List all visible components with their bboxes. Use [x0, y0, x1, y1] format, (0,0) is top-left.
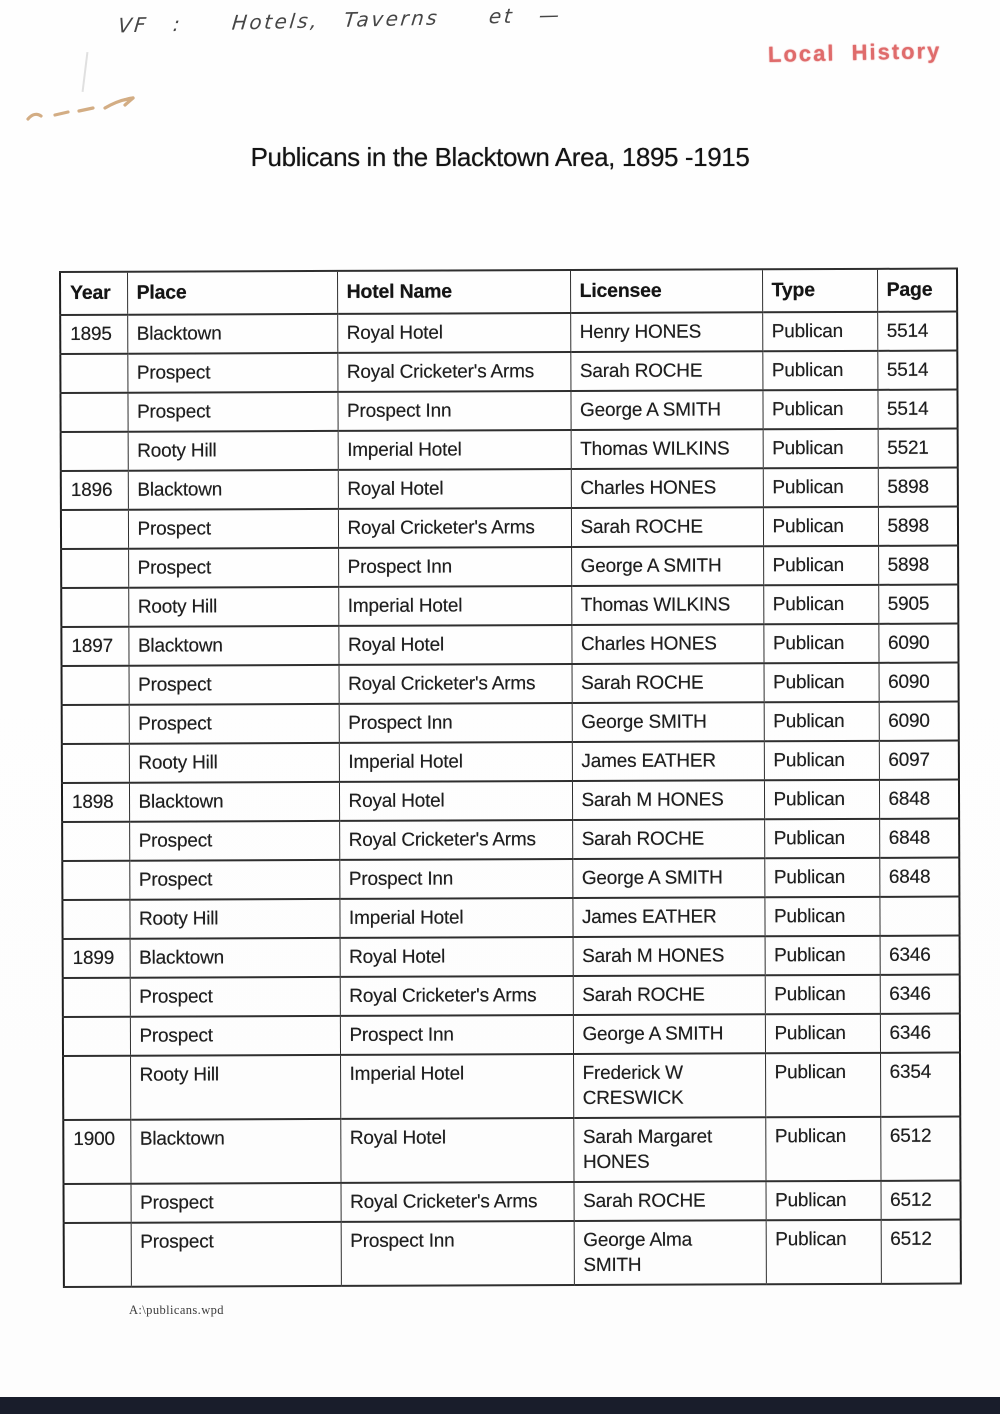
- cell-place: Prospect: [130, 977, 340, 1017]
- cell-page: 6512: [880, 1117, 960, 1181]
- cell-page: 5898: [878, 507, 958, 546]
- cell-type: Publican: [762, 390, 877, 429]
- cell-page: 6848: [879, 780, 959, 819]
- cell-place: Blacktown: [127, 314, 337, 354]
- cell-licensee: Sarah ROCHE: [572, 819, 764, 859]
- table-row: [63, 975, 960, 1017]
- cell-place: Prospect: [128, 548, 338, 588]
- cell-place: Prospect: [131, 1183, 341, 1223]
- cell-place: Prospect: [129, 860, 339, 900]
- pencil-squiggle-mark: [22, 88, 154, 132]
- cell-place: Prospect: [129, 704, 339, 744]
- cell-hotel: Imperial Hotel: [340, 1054, 573, 1119]
- cell-type: Publican: [764, 858, 879, 897]
- cell-hotel: Prospect Inn: [339, 703, 572, 743]
- col-header-hotel: Hotel Name: [337, 270, 570, 314]
- cell-page: 6346: [880, 1014, 960, 1053]
- table-body: [60, 312, 961, 1287]
- table-row: [64, 1181, 961, 1223]
- cell-licensee: Sarah M HONES: [573, 936, 765, 976]
- cell-hotel: Royal Cricketer's Arms: [339, 820, 572, 860]
- cell-type: Publican: [765, 975, 880, 1014]
- cell-place: Prospect: [129, 821, 339, 861]
- table-row: [63, 1014, 960, 1056]
- cell-page: 5521: [878, 429, 958, 468]
- table-row: [61, 429, 958, 471]
- table-row: [62, 858, 959, 900]
- cell-type: Publican: [764, 702, 879, 741]
- cell-licensee: Sarah M HONES: [572, 780, 764, 820]
- cell-licensee: Frederick W CRESWICK: [573, 1053, 765, 1118]
- cell-year: [61, 432, 128, 471]
- cell-type: Publican: [762, 351, 877, 390]
- cell-year: 1900: [63, 1120, 130, 1184]
- cell-place: Rooty Hill: [128, 587, 338, 627]
- cell-year: [63, 978, 130, 1017]
- col-header-type: Type: [762, 269, 877, 312]
- cell-licensee: Thomas WILKINS: [571, 429, 763, 469]
- col-header-licensee: Licensee: [570, 269, 762, 313]
- cell-place: Blacktown: [129, 782, 339, 822]
- cell-page: 5898: [878, 468, 958, 507]
- cell-year: [62, 822, 129, 861]
- cell-licensee: James EATHER: [572, 897, 764, 937]
- cell-year: [61, 588, 128, 627]
- cell-licensee: Sarah ROCHE: [570, 351, 762, 391]
- cell-type: Publican: [764, 780, 879, 819]
- publicans-table: [59, 268, 962, 1288]
- cell-year: [60, 354, 127, 393]
- table-row: [62, 741, 959, 783]
- cell-page: 6346: [880, 975, 960, 1014]
- cell-page: 6346: [880, 936, 960, 975]
- cell-hotel: Prospect Inn: [339, 859, 572, 899]
- table-row: [63, 936, 960, 978]
- cell-year: [62, 861, 129, 900]
- cell-hotel: Royal Hotel: [340, 937, 573, 977]
- cell-place: Rooty Hill: [129, 899, 339, 939]
- cell-page: 6090: [879, 702, 959, 741]
- table-row: [60, 312, 957, 354]
- cell-place: Prospect: [127, 392, 337, 432]
- cell-type: Publican: [764, 897, 879, 936]
- cell-type: Publican: [766, 1220, 881, 1284]
- cell-year: [61, 510, 128, 549]
- cell-place: Blacktown: [130, 938, 340, 978]
- cell-page: [879, 897, 959, 936]
- cell-place: Rooty Hill: [128, 431, 338, 471]
- table-row: [63, 1053, 960, 1120]
- cell-type: Publican: [763, 429, 878, 468]
- cell-year: [62, 666, 129, 705]
- table-row: [61, 624, 958, 666]
- cell-place: Prospect: [129, 665, 339, 705]
- page-title: Publicans in the Blacktown Area, 1895 -1915: [250, 142, 750, 172]
- cell-hotel: Royal Cricketer's Arms: [339, 664, 572, 704]
- cell-place: Prospect: [131, 1222, 341, 1287]
- cell-page: 6354: [880, 1053, 960, 1117]
- cell-licensee: Sarah ROCHE: [571, 507, 763, 547]
- cell-year: 1895: [60, 315, 127, 354]
- cell-hotel: Imperial Hotel: [338, 430, 571, 470]
- cell-year: 1898: [62, 783, 129, 822]
- cell-hotel: Royal Hotel: [340, 1118, 573, 1183]
- handwritten-note: VF : Hotels, Taverns et —: [116, 2, 563, 38]
- cell-hotel: Prospect Inn: [341, 1221, 574, 1286]
- table-row: [61, 546, 958, 588]
- cell-type: Publican: [764, 741, 879, 780]
- col-header-year: Year: [60, 272, 127, 315]
- table-row: [63, 1117, 960, 1184]
- cell-page: 6512: [880, 1181, 960, 1220]
- cell-year: 1896: [61, 471, 128, 510]
- cell-year: [62, 705, 129, 744]
- cell-type: Publican: [763, 546, 878, 585]
- cell-type: Publican: [763, 468, 878, 507]
- cell-hotel: Imperial Hotel: [339, 742, 572, 782]
- cell-licensee: Sarah Margaret HONES: [573, 1117, 765, 1182]
- cell-place: Prospect: [128, 509, 338, 549]
- cell-place: Blacktown: [130, 1119, 340, 1184]
- cell-place: Blacktown: [128, 470, 338, 510]
- table-row: [60, 351, 957, 393]
- cell-licensee: George Alma SMITH: [574, 1220, 766, 1285]
- cell-page: 5514: [877, 390, 957, 429]
- cell-page: 5514: [877, 312, 957, 351]
- cell-hotel: Imperial Hotel: [338, 586, 571, 626]
- cell-hotel: Royal Hotel: [339, 781, 572, 821]
- cell-type: Publican: [765, 1014, 880, 1053]
- cell-licensee: George A SMITH: [573, 1014, 765, 1054]
- cell-hotel: Prospect Inn: [338, 547, 571, 587]
- cell-page: 6090: [879, 663, 959, 702]
- cell-place: Prospect: [127, 353, 337, 393]
- cell-licensee: George SMITH: [572, 702, 764, 742]
- cell-hotel: Royal Cricketer's Arms: [341, 1182, 574, 1222]
- table-row: [64, 1220, 961, 1287]
- cell-page: 6848: [879, 819, 959, 858]
- cell-licensee: Thomas WILKINS: [571, 585, 763, 625]
- table-row: [62, 897, 959, 939]
- cell-page: 6512: [881, 1220, 961, 1284]
- cell-page: 6848: [879, 858, 959, 897]
- table-row: [61, 585, 958, 627]
- cell-type: Publican: [763, 585, 878, 624]
- cell-page: 5514: [877, 351, 957, 390]
- file-path-footer: A:\publicans.wpd: [129, 1303, 224, 1317]
- cell-page: 5898: [878, 546, 958, 585]
- cell-licensee: Sarah ROCHE: [572, 663, 764, 703]
- table-row: [62, 780, 959, 822]
- cell-type: Publican: [765, 1053, 880, 1117]
- local-history-stamp: Local History: [767, 38, 942, 67]
- cell-year: [62, 744, 129, 783]
- cell-licensee: Charles HONES: [571, 624, 763, 664]
- cell-licensee: Henry HONES: [570, 312, 762, 352]
- cell-licensee: George A SMITH: [571, 546, 763, 586]
- cell-licensee: George A SMITH: [570, 390, 762, 430]
- table-header-row: [60, 269, 957, 315]
- cell-type: Publican: [764, 819, 879, 858]
- pencil-smudge-mark: [82, 52, 89, 92]
- cell-year: [64, 1223, 131, 1287]
- cell-page: 6090: [878, 624, 958, 663]
- cell-type: Publican: [765, 936, 880, 975]
- cell-type: Publican: [764, 663, 879, 702]
- cell-licensee: George A SMITH: [572, 858, 764, 898]
- table-row: [60, 390, 957, 432]
- cell-page: 6097: [879, 741, 959, 780]
- cell-hotel: Royal Cricketer's Arms: [340, 976, 573, 1016]
- cell-type: Publican: [766, 1181, 881, 1220]
- cell-type: Publican: [763, 507, 878, 546]
- table-row: [62, 702, 959, 744]
- cell-year: [64, 1184, 131, 1223]
- cell-year: 1897: [61, 627, 128, 666]
- cell-type: Publican: [763, 624, 878, 663]
- cell-hotel: Royal Cricketer's Arms: [338, 508, 571, 548]
- scanner-edge-band: [0, 1397, 1000, 1414]
- cell-place: Rooty Hill: [129, 743, 339, 783]
- cell-hotel: Imperial Hotel: [339, 898, 572, 938]
- cell-type: Publican: [765, 1117, 880, 1181]
- cell-year: [63, 1056, 130, 1120]
- cell-year: 1899: [63, 939, 130, 978]
- cell-hotel: Royal Hotel: [338, 469, 571, 509]
- cell-hotel: Royal Hotel: [337, 313, 570, 353]
- table-row: [61, 468, 958, 510]
- cell-hotel: Royal Cricketer's Arms: [337, 352, 570, 392]
- cell-place: Blacktown: [128, 626, 338, 666]
- cell-hotel: Royal Hotel: [338, 625, 571, 665]
- cell-year: [62, 900, 129, 939]
- cell-year: [61, 549, 128, 588]
- cell-licensee: Sarah ROCHE: [573, 975, 765, 1015]
- cell-place: Rooty Hill: [130, 1055, 340, 1120]
- col-header-page: Page: [877, 269, 957, 312]
- cell-licensee: Charles HONES: [571, 468, 763, 508]
- table-row: [62, 663, 959, 705]
- table-row: [61, 507, 958, 549]
- cell-licensee: James EATHER: [572, 741, 764, 781]
- cell-year: [63, 1017, 130, 1056]
- col-header-place: Place: [127, 271, 337, 315]
- table-row: [62, 819, 959, 861]
- cell-hotel: Prospect Inn: [340, 1015, 573, 1055]
- cell-hotel: Prospect Inn: [337, 391, 570, 431]
- cell-licensee: Sarah ROCHE: [574, 1181, 766, 1221]
- cell-page: 5905: [878, 585, 958, 624]
- cell-type: Publican: [762, 312, 877, 351]
- cell-year: [60, 393, 127, 432]
- cell-place: Prospect: [130, 1016, 340, 1056]
